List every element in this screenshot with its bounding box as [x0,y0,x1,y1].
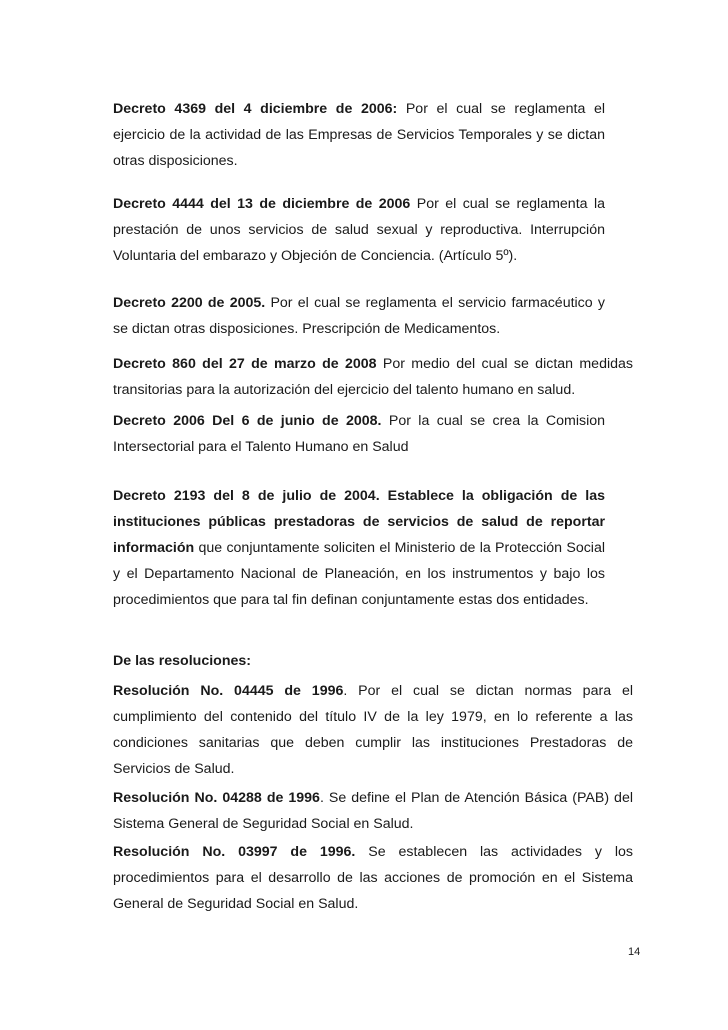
paragraph-decreto-2193 [113,483,605,613]
paragraph-decreto-4444 [113,191,605,269]
paragraph-decreto-860 [113,351,633,403]
paragraph-heading: De las resoluciones: [113,653,251,669]
paragraph-decreto-4369 [113,96,605,174]
paragraph-resolucion-04288 [113,785,633,837]
paragraph-body: Por medio del cual se dictan medidas transitorias para la autorización del ejercicio del talento humano en salud. [113,356,633,398]
paragraph-heading: Decreto 2200 de 2005. [113,295,266,311]
section-heading-resoluciones [113,648,633,674]
paragraph-heading: Decreto 2006 Del 6 de junio de 2008. [113,413,382,429]
paragraph-resolucion-03997 [113,839,633,917]
paragraph-body: Por el cual se reglamenta el ejercicio de la actividad de las Empresas de Servicios Temporales y se dictan otras disposiciones. [113,101,605,169]
paragraph-body: Por la cual se crea la Comision Intersectorial para el Talento Humano en Salud [113,413,606,455]
paragraph-decreto-2200 [113,290,605,342]
page-number: 14 [628,946,641,958]
paragraph-body: Por el cual se reglamenta la prestación de unos servicios de salud sexual y reproductiva. Interrupción Voluntaria del embarazo y Objeción de Conciencia. (Artículo 5º). [113,196,605,264]
paragraph-body: Por el cual se reglamenta el servicio farmacéutico y se dictan otras disposiciones. Prescripción de Medicamentos. [113,295,605,337]
paragraph-heading: Resolución No. 04445 de 1996 [113,683,344,699]
paragraph-body: . Se define el Plan de Atención Básica (PAB) del Sistema General de Seguridad Social en Salud. [113,790,633,832]
paragraph-body: . Por el cual se dictan normas para el cumplimiento del contenido del título IV de la ley 1979, en lo referente a las condiciones sanitarias que deben cumplir las instituciones Prestadoras de Servicios de Salud. [113,683,633,777]
paragraph-decreto-2006 [113,408,605,460]
paragraph-heading: Resolución No. 03997 de 1996. [113,844,356,860]
paragraph-heading: Decreto 2193 del 8 de julio de 2004. Establece la obligación de las instituciones públicas prestadoras de servicios de salud de reportar información [113,488,605,556]
paragraph-resolucion-04445 [113,678,633,782]
paragraph-heading: Resolución No. 04288 de 1996 [113,790,320,806]
paragraph-body: Se establecen las actividades y los procedimientos para el desarrollo de las acciones de promoción en el Sistema General de Seguridad Social en Salud. [113,844,633,912]
paragraph-body: que conjuntamente soliciten el Ministerio de la Protección Social y el Departamento Nacional de Planeación, en los instrumentos y bajo los procedimientos que para tal fin definan conjuntamente estas dos entidades. [113,540,605,608]
paragraph-heading: Decreto 860 del 27 de marzo de 2008 [113,356,377,372]
paragraph-heading: Decreto 4444 del 13 de diciembre de 2006 [113,196,411,212]
paragraph-heading: Decreto 4369 del 4 diciembre de 2006: [113,101,398,117]
